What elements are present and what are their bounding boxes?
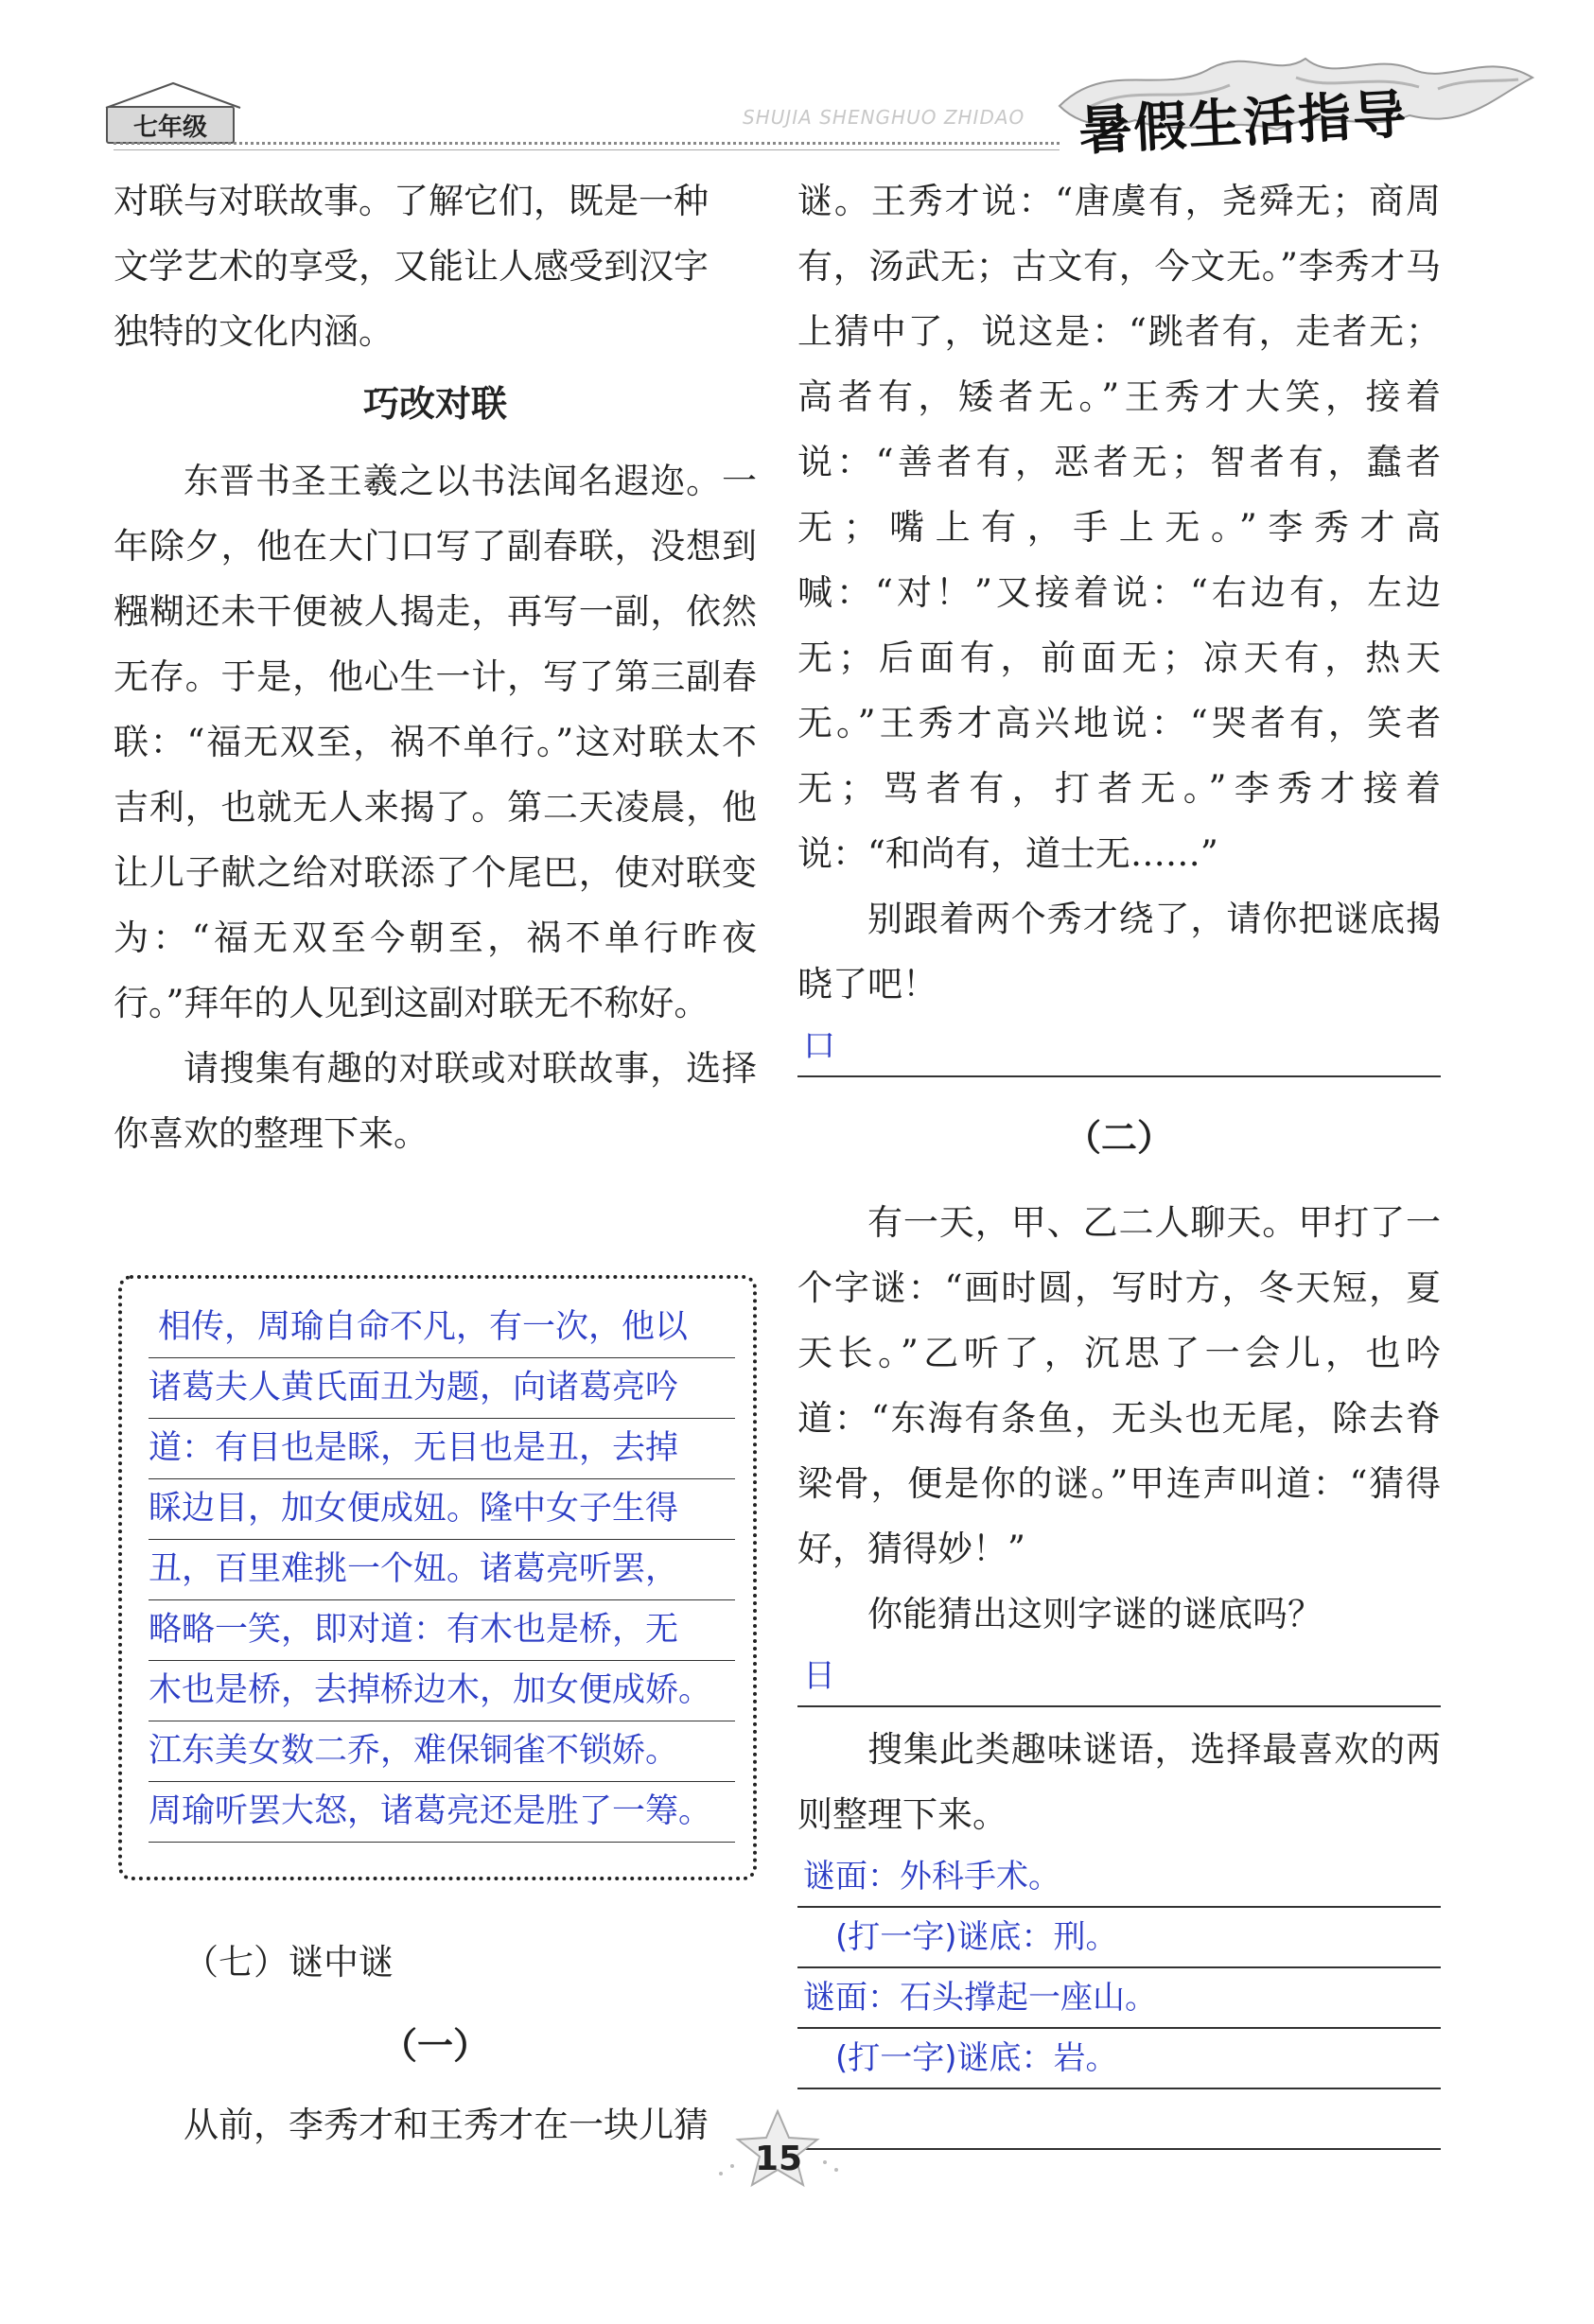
answer-line[interactable]: 丑，百里难挑一个妞。诸葛亮听罢，: [149, 1540, 735, 1600]
story-paragraph: 东晋书圣王羲之以书法闻名遐迩。一年除夕，他在大门口写了副春联，没想到糨糊还未干便被人揭走，再写一副，依然无存。于是，他心生一计，写了第三副春联：“福无双至，祸不单行。”这对联太不吉利，也就无人来揭了。第二天凌晨，他让儿子献之给对联添了个尾巴，使对联变为：“福无双至今朝至，祸不单行昨夜行。”拜年的人见到这副对联无不称好。: [114, 461, 757, 1023]
riddle-line[interactable]: 谜面：外科手术。: [797, 1847, 1441, 1908]
section-heading: （七）谜中谜: [184, 1942, 394, 1983]
answer-line[interactable]: 江东美女数二乔，难保铜雀不锁娇。: [149, 1721, 735, 1782]
answer-line[interactable]: 木也是桥，去掉桥边木，加女便成娇。: [149, 1661, 735, 1721]
collect-riddles-task: 搜集此类趣味谜语，选择最喜欢的两则整理下来。: [797, 1729, 1441, 1835]
answer-line[interactable]: 口: [797, 1017, 1441, 1077]
answer-line[interactable]: 道：有目也是睬，无目也是丑，去掉: [149, 1419, 735, 1479]
riddle-question: 你能猜出这则字谜的谜底吗？: [867, 1594, 1322, 1634]
intro-line: 文学艺术的享受，又能让人感受到汉字: [114, 246, 709, 287]
riddle-dialogue: 有一天，甲、乙二人聊天。甲打了一个字谜：“画时圆，写时方，冬天短，夏天长。”乙听了，沉思了一会儿，也吟道：“东海有条鱼，无头也无尾，除去脊梁骨，便是你的谜。”甲连声叫道：“猜得好，猜得妙！”: [797, 1202, 1441, 1569]
riddle-line[interactable]: (打一字)谜底：岩。: [797, 2029, 1441, 2089]
answer-line[interactable]: 周瑜听罢大怒，诸葛亮还是胜了一筹。: [149, 1782, 735, 1843]
reveal-prompt: 别跟着两个秀才绕了，请你把谜底揭晓了吧！: [797, 899, 1441, 1005]
riddle-line[interactable]: (打一字)谜底：刑。: [797, 1908, 1441, 1968]
answer-line[interactable]: 略略一笑，即对道：有木也是桥，无: [149, 1600, 735, 1661]
blank-answer-line[interactable]: [797, 2089, 1441, 2150]
riddle-story: 谜。王秀才说：“唐虞有，尧舜无；商周有，汤武无；古文有，今文无。”李秀才马上猜中了，说这是：“跳者有，走者无；高者有，矮者无。”王秀才大笑，接着说：“善者有，恶者无；智者有，蠢者无；嘴上有，手上无。”李秀才高喊：“对！”又接着说：“右边有，左边无；后面有，前面无；凉天有，热天无。”王秀才高兴地说：“哭者有，笑者无；骂者有，打者无。”李秀才接着说：“和尚有，道士无……”: [797, 181, 1441, 874]
part-one-start: 从前，李秀才和王秀才在一块儿猜: [184, 2105, 709, 2145]
answer-line[interactable]: 相传，周瑜自命不凡，有一次，他以: [149, 1298, 735, 1358]
part-one-title: （一）: [380, 2025, 489, 2067]
intro-line: 对联与对联故事。了解它们，既是一种: [114, 181, 709, 221]
part-two-title: （二）: [1064, 1117, 1173, 1159]
story-title: 巧改对联: [362, 383, 507, 425]
collect-task: 请搜集有趣的对联或对联故事，选择你喜欢的整理下来。: [114, 1048, 757, 1154]
header-rule-thin: [114, 149, 1060, 150]
left-column: [114, 168, 757, 1166]
right-column: [797, 168, 1441, 2150]
page-header: [0, 0, 1594, 166]
header-rule: [114, 142, 1060, 145]
answer-line[interactable]: 睬边目，加女便成妞。隆中女子生得: [149, 1479, 735, 1540]
couplet-answer-box: [118, 1275, 757, 1880]
intro-line: 独特的文化内涵。: [114, 311, 394, 352]
answer-line[interactable]: 日: [797, 1647, 1441, 1707]
header-pinyin: SHUJIA SHENGHUO ZHIDAO: [743, 106, 1025, 129]
answer-line[interactable]: 诸葛夫人黄氏面丑为题，向诸葛亮吟: [149, 1358, 735, 1419]
section7-block: [114, 1930, 757, 2158]
grade-tag: 七年级: [106, 106, 235, 144]
riddle-line[interactable]: 谜面：石头撑起一座山。: [797, 1968, 1441, 2029]
brand-title: 暑假生活指导: [1077, 83, 1410, 164]
page-number: 15: [754, 2140, 803, 2178]
